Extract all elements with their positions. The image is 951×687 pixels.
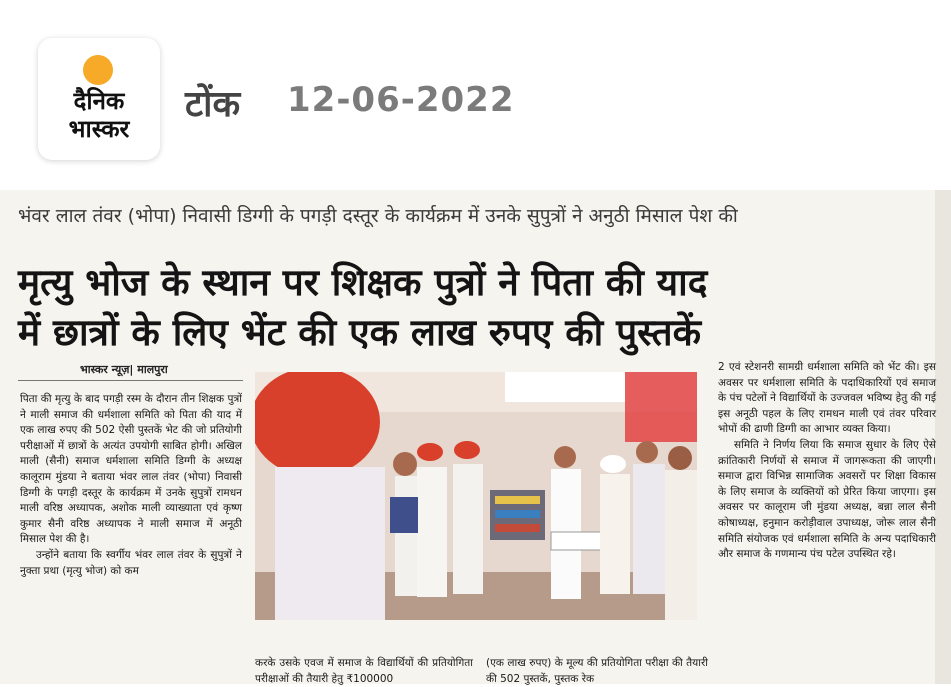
headline-line1: मृत्यु भोज के स्थान पर शिक्षक पुत्रों ने पिता की याद [18, 261, 708, 304]
col1-paragraph-1: पिता की मृत्यु के बाद पगड़ी रस्म के दौरान तीन शिक्षक पुत्रों ने माली समाज की धर्मशाला समिति को पिता की याद में एक लाख रुपए की 502 ऐसी पुस्तकें भेट की जो प्रतियोगी परीक्षाओं में छात्रों के अत्यंत उपयोगी साबित होगी। अखिल माली (सैनी) समाज धर्मशाला समिति डिग्गी के अध्यक्ष कालूराम मुंडया ने बताया भंवर लाल तंवर (भोपा) निवासी डिग्गी के पगड़ी दस्तूर के कार्यक्रम में उनके सुपुत्रों रामधन माली वरिष्ठ अध्यापक, अशोक माली व्याख्याता एवं कृष्ण कुमार सैनी वरिष्ठ अध्यापक ने माली समाज में अनूठी मिसाल पेश की है। [20, 393, 242, 546]
article-column-1 [20, 392, 242, 579]
article-headline [18, 258, 938, 358]
dainik-bhaskar-logo [38, 38, 160, 160]
logo-line2: भास्कर [68, 115, 130, 143]
article-byline: भास्कर न्यूज़| मालपुरा [80, 363, 168, 376]
logo-line1: दैनिक [73, 87, 125, 115]
edition-date: 12-06-2022 [287, 80, 515, 120]
screenshot-header [0, 0, 951, 175]
article-photo [255, 372, 697, 620]
article-kicker: भंवर लाल तंवर (भोपा) निवासी डिग्गी के पगड़ी दस्तूर के कार्यक्रम में उनके सुपुत्रों ने अनुठी मिसाल पेश की [18, 205, 738, 227]
col3-paragraph-1: 2 एवं स्टेशनरी सामग्री धर्मशाला समिति को भेंट की। इस अवसर पर धर्मशाला समिति के पदाधिकारियों एवं समाज के पंच पटेलों ने विद्यार्थियों के उज्जवल भविष्य हेतु की गई इस अनूठी पहल के लिए रामधन माली एवं तंवर परिवार भोपों की ढाणी डिग्गी का आभार व्यक्त किया। [718, 361, 936, 436]
article-column-2-tail: करके उसके एवज में समाज के विद्यार्थियों की प्रतियोगिता परीक्षाओं की तैयारी हेतु ₹100000 [255, 657, 473, 685]
article-column-4 [718, 360, 936, 563]
byline-rule [18, 380, 243, 381]
city-name: टोंक [185, 84, 241, 125]
logo-sun-icon [83, 55, 113, 85]
photo-illustration [255, 372, 697, 620]
headline-line2: में छात्रों के लिए भेंट की एक लाख रुपए की पुस्तकें [18, 311, 701, 354]
col1-paragraph-2: उन्होंने बताया कि स्वर्गीय भंवर लाल तंवर के सुपुत्रों ने नुक्ता प्रथा (मृत्यु भोज) को कम [20, 548, 242, 577]
col3-paragraph-2: समिति ने निर्णय लिया कि समाज सुधार के लिए ऐसे क्रांतिकारी निर्णयों से समाज में जागरूकता की जाएगी। समाज द्वारा विभिन्न सामाजिक अवसरों पर शिक्षा विकास के लिए समाज के व्यक्तियों को प्रेरित किया जाएगा। इस अवसर पर कालूराम जी मुंडया अध्यक्ष, बन्ना लाल सैनी कोषाध्यक्ष, हनुमान करोड़ीवाल उपाध्यक्ष, जोरू लाल सैनी समिति संयोजक एवं धर्मशाला समिति के अन्य पदाधिकारी और समाज के गणमान्य पंच पटेल उपस्थित रहे। [718, 438, 936, 561]
article-column-3-tail: (एक लाख रुपए) के मूल्य की प्रतियोगिता परीक्षा की तैयारी की 502 पुस्तकें, पुस्तक रेक [486, 657, 708, 685]
